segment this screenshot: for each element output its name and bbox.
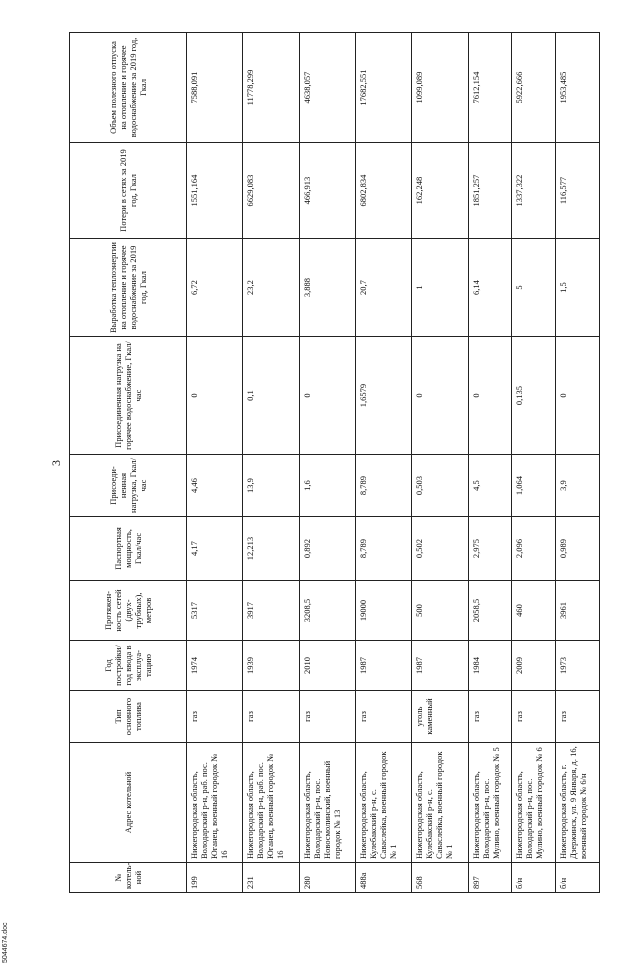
- table-cell: 0: [299, 337, 355, 455]
- table-cell: 20,7: [355, 239, 411, 337]
- table-cell: 1973: [556, 641, 600, 691]
- table-cell: 1099,089: [412, 33, 468, 143]
- table-cell: газ: [355, 691, 411, 743]
- table-cell: 11778,299: [243, 33, 299, 143]
- table-cell: 0: [412, 337, 468, 455]
- table-cell: 8,789: [355, 517, 411, 581]
- table-cell: 8,789: [355, 455, 411, 517]
- table-cell: Нижегородская область, Володарский р-н, пос. Мулино, военный городок № 6: [512, 743, 556, 863]
- table-cell: 1,064: [512, 455, 556, 517]
- table-cell: 1337,322: [512, 143, 556, 239]
- table-cell: 0: [187, 337, 243, 455]
- table-cell: 460: [512, 581, 556, 641]
- table-body: [187, 33, 600, 893]
- table-cell: 1551,164: [187, 143, 243, 239]
- table-cell: 7612,154: [468, 33, 512, 143]
- table-cell: 3917: [243, 581, 299, 641]
- table-cell: 23,2: [243, 239, 299, 337]
- table-cell: Нижегородская область, Кулебакский р-н, с. Саваслейка, военный городок № 1: [355, 743, 411, 863]
- table-cell: 4,46: [187, 455, 243, 517]
- table-cell: 7588,091: [187, 33, 243, 143]
- table-cell: 5922,666: [512, 33, 556, 143]
- table-cell: Нижегородская область, г. Дзержинск, ул. 9 Января, д. 16, военный городок № 6/н: [556, 743, 600, 863]
- table-cell: 1851,257: [468, 143, 512, 239]
- table-cell: 3208,5: [299, 581, 355, 641]
- table-cell: 17682,551: [355, 33, 411, 143]
- table-cell: 231: [243, 863, 299, 893]
- table-cell: 1,5: [556, 239, 600, 337]
- table-cell: 0,892: [299, 517, 355, 581]
- table-cell: 0,989: [556, 517, 600, 581]
- table-cell: 6,72: [187, 239, 243, 337]
- table-cell: 12,213: [243, 517, 299, 581]
- table-cell: 500: [412, 581, 468, 641]
- table-cell: 5: [512, 239, 556, 337]
- table-cell: б/н: [512, 863, 556, 893]
- table-cell: 5317: [187, 581, 243, 641]
- table-cell: 0,503: [412, 455, 468, 517]
- table-row: [355, 33, 411, 893]
- table-cell: 2,975: [468, 517, 512, 581]
- table-cell: 0,135: [512, 337, 556, 455]
- column-header: Присоеди-ненная нагрузка, Гкал/час: [70, 455, 187, 517]
- column-header: Адрес котельной: [70, 743, 187, 863]
- footer-filename: 5044674.doc: [2, 922, 9, 963]
- table-row: [299, 33, 355, 893]
- column-header: Потери в сетях за 2019 год, Гкал: [70, 143, 187, 239]
- table-cell: 4,17: [187, 517, 243, 581]
- table-cell: 1,6579: [355, 337, 411, 455]
- table-cell: 3961: [556, 581, 600, 641]
- table-cell: 1984: [468, 641, 512, 691]
- table-cell: 897: [468, 863, 512, 893]
- table-cell: 4,5: [468, 455, 512, 517]
- table-cell: Нижегородская область, Володарский р-н, раб. пос. Юганец, военный городок № 16: [187, 743, 243, 863]
- column-header: Присоединенная нагрузка на горячее водоснабжение, Гкал/час: [70, 337, 187, 455]
- column-header: Объем полезного отпуска на отопление и горячее водоснабжение за 2019 год, Гкал: [70, 33, 187, 143]
- page-number: 3: [49, 460, 63, 466]
- table-cell: 280: [299, 863, 355, 893]
- table-row: [556, 33, 600, 893]
- table-cell: газ: [512, 691, 556, 743]
- table-cell: Нижегородская область, Володарский р-н, пос. Мулино, военный городок № 5: [468, 743, 512, 863]
- table-row: [187, 33, 243, 893]
- table-cell: Нижегородская область, Володарский р-н, раб. пос. Юганец, военный городок № 16: [243, 743, 299, 863]
- table-cell: Нижегородская область, Кулебакский р-н, с. Саваслейка, военный городок № 1: [412, 743, 468, 863]
- boiler-table: [69, 32, 600, 893]
- table-row: [243, 33, 299, 893]
- table-row: [468, 33, 512, 893]
- table-cell: 2,096: [512, 517, 556, 581]
- table-cell: газ: [468, 691, 512, 743]
- table-cell: 568: [412, 863, 468, 893]
- table-cell: 13,9: [243, 455, 299, 517]
- table-cell: 0: [556, 337, 600, 455]
- table-cell: 6802,834: [355, 143, 411, 239]
- table-cell: 2009: [512, 641, 556, 691]
- table-cell: 488а: [355, 863, 411, 893]
- footer: [2, 893, 12, 973]
- column-header: Тип основного топлива: [70, 691, 187, 743]
- table-cell: уголь каменный: [412, 691, 468, 743]
- table-cell: газ: [556, 691, 600, 743]
- table-cell: газ: [187, 691, 243, 743]
- table-cell: б/н: [556, 863, 600, 893]
- table-row: [412, 33, 468, 893]
- table-cell: газ: [299, 691, 355, 743]
- table-cell: Нижегородская область, Володарский р-н, пос. Новосмолинский, военный городок № 13: [299, 743, 355, 863]
- table-cell: 0: [468, 337, 512, 455]
- table-cell: 0,1: [243, 337, 299, 455]
- table-cell: 162,248: [412, 143, 468, 239]
- table-cell: 1974: [187, 641, 243, 691]
- column-header: Год постройки/ год ввода в эксплуа-тацию: [70, 641, 187, 691]
- table-cell: 2058,5: [468, 581, 512, 641]
- rotated-content: [49, 33, 600, 893]
- table-cell: 199: [187, 863, 243, 893]
- column-header: Протяжен-ность сетей (двух-трубных), метров: [70, 581, 187, 641]
- table-cell: 1,6: [299, 455, 355, 517]
- table-cell: 3,9: [556, 455, 600, 517]
- table-cell: 1987: [412, 641, 468, 691]
- column-header: № котель-ной: [70, 863, 187, 893]
- table-cell: 6,14: [468, 239, 512, 337]
- table-cell: 1: [412, 239, 468, 337]
- table-cell: газ: [243, 691, 299, 743]
- table-header-row: [70, 33, 187, 893]
- table-cell: 1987: [355, 641, 411, 691]
- table-cell: 466,913: [299, 143, 355, 239]
- table-cell: 1953,485: [556, 33, 600, 143]
- table-cell: 3,888: [299, 239, 355, 337]
- table-cell: 4638,057: [299, 33, 355, 143]
- table-row: [512, 33, 556, 893]
- column-header: Паспортная мощность, Гкал/час: [70, 517, 187, 581]
- table-cell: 116,577: [556, 143, 600, 239]
- table-cell: 0,502: [412, 517, 468, 581]
- table-cell: 6629,083: [243, 143, 299, 239]
- table-cell: 19000: [355, 581, 411, 641]
- table-cell: 1939: [243, 641, 299, 691]
- table-cell: 2010: [299, 641, 355, 691]
- column-header: Выработка теплоэнергии на отопление и горячее водоснабжение за 2019 год, Гкал: [70, 239, 187, 337]
